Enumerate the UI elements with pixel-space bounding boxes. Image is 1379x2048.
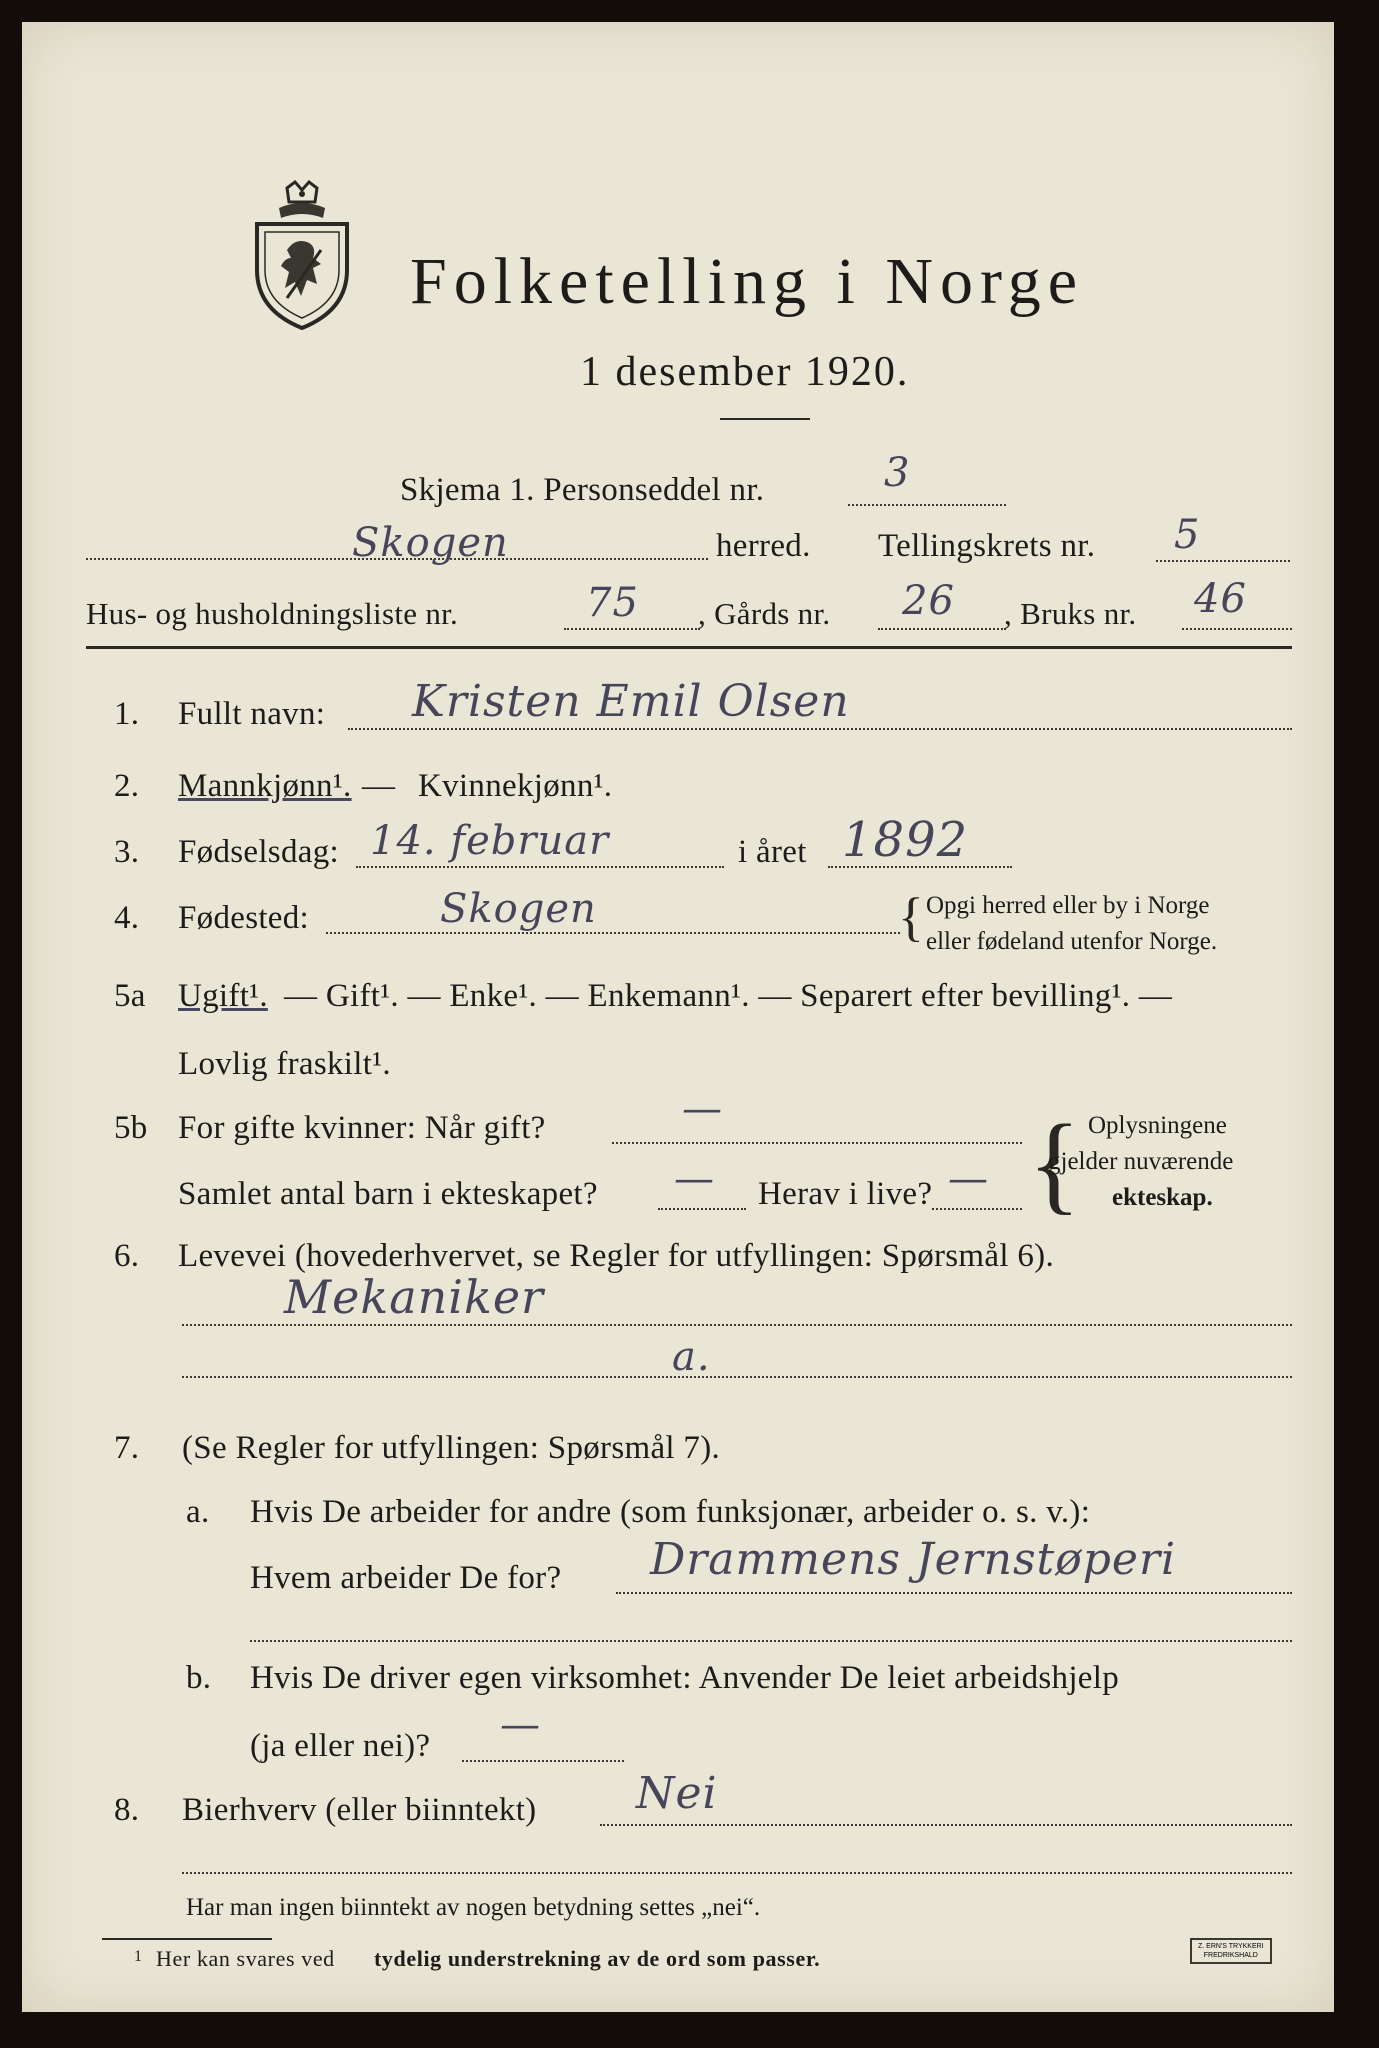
q8-number: 8. bbox=[114, 1792, 140, 1828]
bruks-label: , Bruks nr. bbox=[1004, 596, 1137, 631]
q5b-label1: For gifte kvinner: Når gift? bbox=[178, 1110, 546, 1146]
footnote-text-bold: tydelig understrekning av de ord som passer. bbox=[374, 1946, 821, 1971]
employer-value[interactable]: Drammens Jernstøperi bbox=[650, 1534, 1177, 1585]
footnote-divider bbox=[102, 1938, 272, 1940]
naar-gift-value[interactable]: — bbox=[682, 1086, 723, 1132]
printer-mark-line2: FREDRIKSHALD bbox=[1203, 1952, 1258, 1959]
q4-number: 4. bbox=[114, 900, 140, 936]
norwegian-coat-of-arms-icon bbox=[247, 180, 357, 330]
printer-mark-line1: Z. ERN'S TRYKKERI bbox=[1198, 1943, 1264, 1950]
q7-label: (Se Regler for utfyllingen: Spørsmål 7). bbox=[182, 1430, 721, 1466]
q5b-note-line1: Oplysningene bbox=[1088, 1112, 1227, 1139]
q5b-note-line2: gjelder nuværende bbox=[1048, 1148, 1234, 1175]
title-divider bbox=[720, 418, 810, 420]
herred-value[interactable]: Skogen bbox=[352, 520, 509, 566]
q7a-label: Hvis De arbeider for andre (som funksjonær, arbeider o. s. v.): bbox=[250, 1494, 1091, 1530]
q5b-brace: { bbox=[1028, 1102, 1081, 1224]
birth-year-value[interactable]: 1892 bbox=[842, 812, 969, 868]
tellingskrets-label: Tellingskrets nr. bbox=[878, 528, 1096, 564]
q4-brace: { bbox=[898, 887, 924, 947]
q5b-label2: Samlet antal barn i ekteskapet? bbox=[178, 1176, 598, 1212]
q5b-note-line3: ekteskap. bbox=[1112, 1184, 1213, 1211]
q1-number: 1. bbox=[114, 696, 140, 732]
personseddel-nr-value[interactable]: 3 bbox=[884, 450, 911, 496]
q7-number: 7. bbox=[114, 1430, 140, 1466]
q2-number: 2. bbox=[114, 768, 140, 804]
form-title: Folketelling i Norge bbox=[410, 245, 1085, 318]
skjema-label: Skjema 1. Personseddel nr. bbox=[400, 472, 765, 508]
bierhverv-value[interactable]: Nei bbox=[636, 1768, 718, 1819]
q3-number: 3. bbox=[114, 834, 140, 870]
q7b-letter: b. bbox=[186, 1660, 212, 1696]
arbeidshjelp-value[interactable]: — bbox=[500, 1702, 541, 1748]
antal-barn-value[interactable]: — bbox=[674, 1156, 715, 1202]
q5b-number: 5b bbox=[114, 1110, 148, 1146]
form-date: 1 desember 1920. bbox=[580, 349, 910, 395]
footnote-text-prefix: Her kan svares ved bbox=[156, 1946, 335, 1971]
bruks-nr-value[interactable]: 46 bbox=[1194, 576, 1247, 622]
hus-nr-value[interactable]: 75 bbox=[586, 580, 639, 626]
q2-separator: — bbox=[362, 768, 396, 804]
q6-number: 6. bbox=[114, 1238, 140, 1274]
lovlig-fraskilt-option[interactable]: Lovlig fraskilt¹. bbox=[178, 1046, 391, 1082]
q7b-label: Hvis De driver egen virksomhet: Anvender De leiet arbeidshjelp bbox=[250, 1660, 1120, 1696]
footer-note: Har man ingen biinntekt av nogen betydning settes „nei“. bbox=[186, 1894, 761, 1921]
q5a-number: 5a bbox=[114, 978, 146, 1014]
printer-mark bbox=[1190, 1938, 1272, 1964]
birthplace-value[interactable]: Skogen bbox=[440, 886, 597, 932]
levevei-value2[interactable]: a. bbox=[672, 1334, 711, 1380]
hus-label: Hus- og husholdningsliste nr. bbox=[86, 596, 459, 631]
q4-note-line2: eller fødeland utenfor Norge. bbox=[926, 928, 1218, 955]
header-divider bbox=[86, 646, 1292, 649]
kvinnekjonn-option[interactable]: Kvinnekjønn¹. bbox=[418, 768, 613, 804]
tellingskrets-nr-value[interactable]: 5 bbox=[1174, 512, 1201, 558]
herav-i-live-value[interactable]: — bbox=[948, 1156, 989, 1202]
herred-label: herred. bbox=[716, 528, 811, 564]
gards-nr-value[interactable]: 26 bbox=[902, 578, 955, 624]
q4-note-line1: Opgi herred eller by i Norge bbox=[926, 892, 1210, 919]
q7a-letter: a. bbox=[186, 1494, 210, 1530]
q7a-label2: Hvem arbeider De for? bbox=[250, 1560, 562, 1596]
levevei-value[interactable]: Mekaniker bbox=[284, 1270, 545, 1324]
q7b-label2: (ja eller nei)? bbox=[250, 1728, 431, 1764]
ugift-option[interactable]: Ugift¹. bbox=[178, 978, 268, 1014]
mannkjonn-option[interactable]: Mannkjønn¹. bbox=[178, 768, 352, 804]
census-form-page bbox=[22, 22, 1334, 2012]
full-name-value[interactable]: Kristen Emil Olsen bbox=[412, 676, 850, 727]
q5a-other-options[interactable]: — Gift¹. — Enke¹. — Enkemann¹. — Separert efter bevilling¹. — bbox=[284, 978, 1173, 1014]
gards-label: , Gårds nr. bbox=[698, 596, 831, 631]
q6-label: Levevei (hovederhvervet, se Regler for utfyllingen: Spørsmål 6). bbox=[178, 1238, 1055, 1274]
q8-label: Bierhverv (eller biinntekt) bbox=[182, 1792, 537, 1828]
aret-label: i året bbox=[738, 834, 807, 870]
q3-label: Fødselsdag: bbox=[178, 834, 339, 870]
q4-label: Fødested: bbox=[178, 900, 310, 936]
birth-day-value[interactable]: 14. februar bbox=[370, 818, 610, 864]
footnote-number: 1 bbox=[134, 1948, 142, 1965]
q1-label: Fullt navn: bbox=[178, 696, 326, 732]
q5b-label3: Herav i live? bbox=[758, 1176, 933, 1212]
